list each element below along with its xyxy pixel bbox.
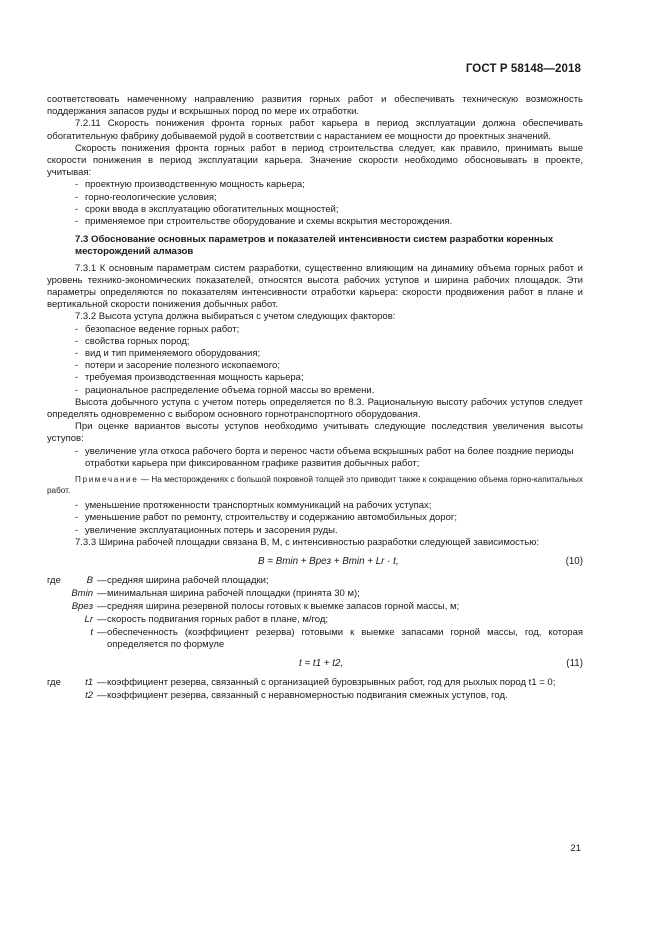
section-heading: 7.3 Обоснование основных параметров и показателей интенсивности систем разработки коренных месторождений алмазов [75, 234, 554, 258]
paragraph: 7.3.3 Ширина рабочей площадки связана В, М, с интенсивностью разработки следующей зависимостью: [75, 536, 539, 548]
list-item: - вид и тип применяемого оборудования; [75, 348, 261, 360]
list-item: - уменьшение работ по ремонту, строительству и содержанию автомобильных дорог; [75, 512, 457, 524]
list-item: - свойства горных пород; [75, 335, 190, 347]
paragraph: 7.2.11 Скорость понижения фронта горных работ карьера в период эксплуатации должна обеспечивать обогатительную фабрику добываемой рудой в соответствии с нарастанием ее мощности до проектных значений. [47, 118, 583, 142]
definition-item: Bрез — средняя ширина резервной полосы готовых к выемке запасов горной массы, м; [71, 600, 460, 612]
list-item: - увеличение эксплуатационных потерь и засорения руды. [75, 524, 338, 536]
list-item: - потери и засорение полезного ископаемого; [75, 360, 280, 372]
definition-item: Bmin — минимальная ширина рабочей площадки (принята 30 м); [71, 587, 360, 599]
formula-expression: t = t1 + t2, [299, 658, 344, 670]
definitions-list [47, 677, 583, 703]
paragraph: При оценке вариантов высоты уступов необходимо учитывать следующие последствия увеличения высоты уступов: [47, 421, 583, 445]
definition-item: t2 — коэффициент резерва, связанный с неравномерностью подвигания смежных уступов, год. [85, 690, 508, 702]
consequences-list-continued [47, 500, 583, 537]
formula-number: (10) [565, 555, 583, 567]
standard-header: ГОСТ Р 58148—2018 [465, 63, 581, 75]
note-text: — На месторождениях с большой покровной толщей это приводит также к сокращению объема горно-капитальных работ. [47, 475, 583, 496]
factors-list [47, 179, 583, 228]
formula-number: (11) [566, 658, 583, 670]
note [47, 474, 583, 496]
paragraph: Высота добычного уступа с учетом потерь определяется по 8.3. Рациональную высоту рабочих уступов следует определять одновременно с выбором основного горнотранспортного оборудования. [47, 396, 583, 421]
definition-item: где t1 — коэффициент резерва, связанный с организацией буровзрывных работ, год для рыхлых пород t1 = 0; [47, 677, 556, 689]
formula-11 [47, 651, 583, 677]
list-item: - уменьшение протяженности транспортных коммуникаций на рабочих уступах; [75, 500, 432, 512]
list-item: - применяемое при строительстве оборудование и схемы вскрытия месторождения. [75, 216, 453, 228]
note-label: Примечание [75, 475, 139, 485]
formula-10 [47, 549, 583, 575]
list-item: - безопасное ведение горных работ; [75, 323, 240, 335]
list-item: - проектную производственную мощность карьера; [75, 179, 305, 191]
list-item: - рациональное распределение объема горной массы во времени. [75, 384, 375, 396]
consequences-list [47, 446, 583, 470]
list-item: - требуемая производственная мощность карьера; [75, 372, 304, 384]
page-content [47, 94, 583, 703]
list-item: - горно-геологические условия; [75, 191, 217, 203]
list-item: - увеличение угла откоса рабочего борта и перенос части объема вскрышных работ на более поздние периоды отработки карьера при фиксированном графике развития добычных работ; [75, 445, 574, 469]
paragraph: 7.3.1 К основным параметрам систем разработки, существенно влияющим на динамику объема горных работ и уровень технико-экономических показателей, относятся высота рабочих уступов и ширина рабочих площадок. Эти параметры определяются по показателям интенсивности отработки карьера: скорости продвижения работ в плане и вертикальной скорости понижения добычных работ. [47, 262, 583, 311]
height-factors-list [47, 324, 583, 397]
formula-expression: B = Bmin + Bрез + Bmin + Lr · t, [258, 555, 399, 567]
page-number: 21 [570, 843, 581, 854]
definition-item: где B — средняя ширина рабочей площадки; [47, 574, 269, 586]
definition-item: t — обеспеченность (коэффициент резерва) готовыми к выемке запасами горной массы, год, которая определяется по формуле [90, 626, 583, 651]
list-item: - сроки ввода в эксплуатацию обогатительных мощностей; [75, 203, 339, 215]
paragraph: 7.3.2 Высота уступа должна выбираться с учетом следующих факторов: [75, 311, 396, 323]
paragraph: соответствовать намеченному направлению развития горных работ и обеспечивать техническую возможность поддержания запасов руды и вскрышных пород по мере их отработки. [47, 94, 583, 118]
definitions-list [47, 575, 583, 651]
paragraph: Скорость понижения фронта горных работ в период строительства следует, как правило, принимать выше скорости понижения в период эксплуатации карьера. Значение скорости необходимо обосновывать в проекте, учитывая: [47, 142, 583, 179]
definition-item: Lr — скорость подвигания горных работ в плане, м/год; [84, 613, 329, 625]
